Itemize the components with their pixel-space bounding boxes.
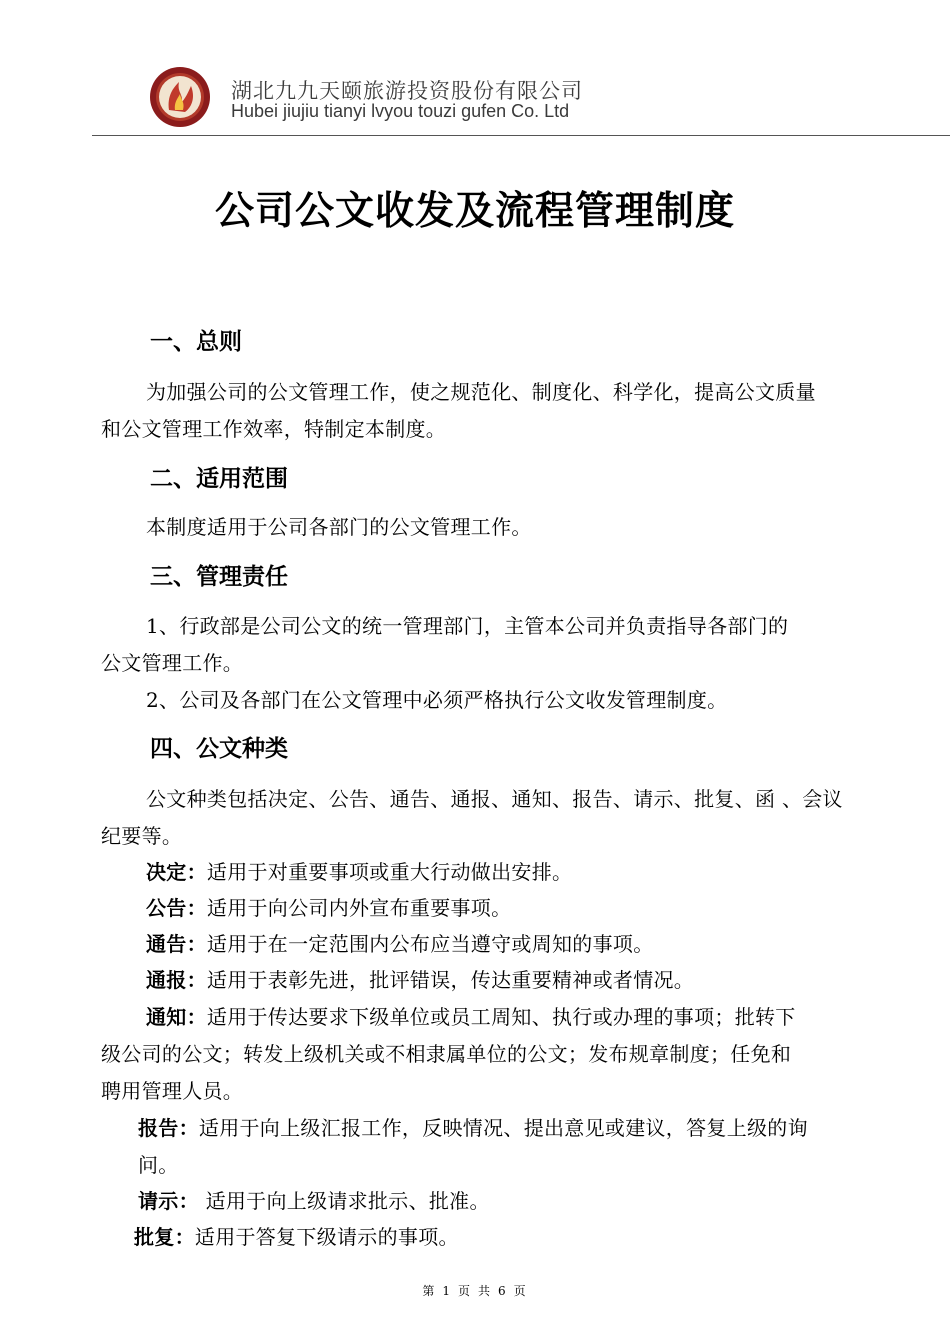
term-description: 适用于对重要事项或重大行动做出安排。 [206,860,573,884]
paragraph-line: 聘用管理人员。 [101,1079,244,1103]
list-item [138,1185,490,1214]
paragraph-line: 和公文管理工作效率，特制定本制度。 [101,417,447,441]
company-logo-icon [149,66,211,128]
paragraph-line: 为加强公司的公文管理工作，使之规范化、制度化、科学化，提高公文质量 [146,380,816,404]
term-label: 报告： [138,1116,199,1140]
term-label: 请示： [138,1189,199,1213]
document-title: 公司公文收发及流程管理制度 [214,189,735,234]
term-description: 适用于向上级汇报工作，反映情况、提出意见或建议，答复上级的询 [198,1116,808,1140]
term-label: 决定： [146,860,207,884]
term-description: 适用于向公司内外宣布重要事项。 [206,896,512,920]
list-item [146,1001,796,1030]
paragraph-line: 问。 [138,1153,179,1177]
paragraph-line: 级公司的公文；转发上级机关或不相隶属单位的公文；发布规章制度；任免和 [101,1042,792,1066]
paragraph-line: 纪要等。 [101,824,183,848]
paragraph-line: 2、公司及各部门在公文管理中必须严格执行公文收发管理制度。 [146,688,728,712]
paragraph-line: 1、行政部是公司公文的统一管理部门，主管本公司并负责指导各部门的 [146,614,789,638]
list-item [146,928,654,957]
footer-di: 第 [422,1284,437,1298]
list-item [138,1112,808,1141]
term-label: 通报： [146,968,207,992]
footer-gong: 共 [478,1284,493,1298]
page-number: 1 [442,1284,452,1298]
company-name-cn: 湖北九九天颐旅游投资股份有限公司 [231,79,583,103]
header-divider [92,135,950,136]
list-item [146,856,572,885]
term-description: 适用于答复下级请示的事项。 [194,1225,459,1249]
list-item [134,1221,459,1250]
list-item [146,892,511,921]
paragraph-line: 公文种类包括决定、公告、通告、通报、通知、报告、请示、批复、函 、会议 [146,787,843,811]
page-header [0,0,950,137]
term-description: 适用于表彰先进，批评错误，传达重要精神或者情况。 [206,968,695,992]
section-heading-document-types: 四、公文种类 [150,736,288,762]
company-name-en: Hubei jiujiu tianyi lvyou touzi gufen Co. Ltd [231,101,570,121]
term-label: 通知： [146,1005,207,1029]
footer-ye2: 页 [513,1284,528,1298]
paragraph-line: 本制度适用于公司各部门的公文管理工作。 [146,515,532,539]
term-description: 适用于传达要求下级单位或员工周知、执行或办理的事项；批转下 [206,1005,796,1029]
term-label: 通告： [146,932,207,956]
section-heading-scope: 二、适用范围 [150,466,288,492]
term-description: 适用于在一定范围内公布应当遵守或周知的事项。 [206,932,654,956]
term-description: 适用于向上级请求批示、批准。 [198,1189,490,1213]
paragraph-line: 公文管理工作。 [101,651,244,675]
term-label: 公告： [146,896,207,920]
total-pages: 6 [498,1284,508,1298]
section-heading-responsibility: 三、管理责任 [150,564,288,590]
section-heading-general: 一、总则 [150,329,242,355]
list-item [146,964,694,993]
footer-ye: 页 [457,1284,472,1298]
term-label: 批复： [134,1225,195,1249]
page-footer [0,1282,950,1299]
